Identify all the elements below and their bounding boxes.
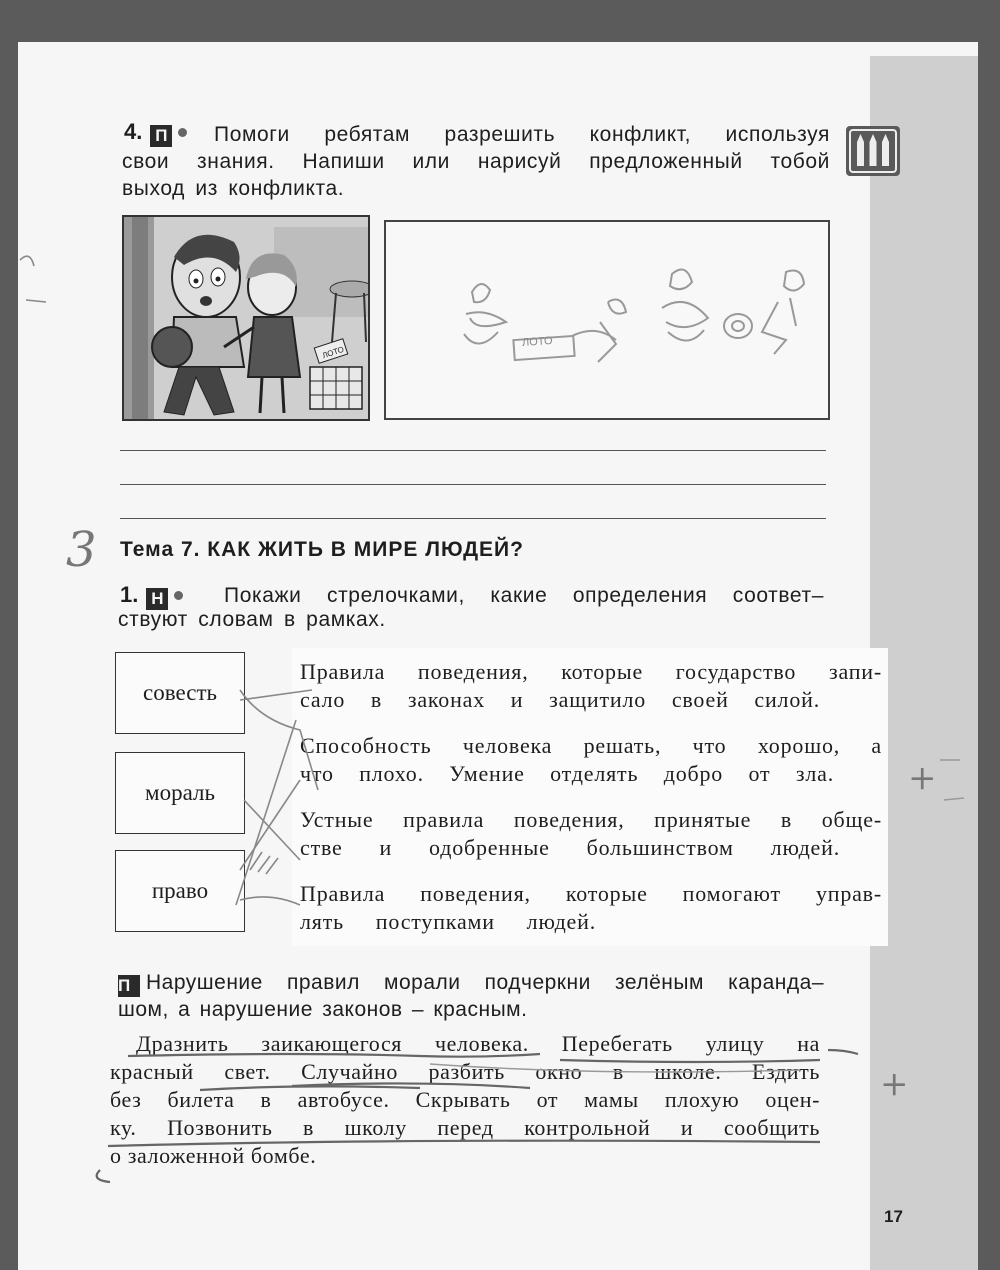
task-2-line-2: шом, а нарушение законов – красным.: [118, 998, 528, 1021]
answer-line[interactable]: [120, 450, 826, 451]
task-1-line-2: ствуют словам в рамках.: [118, 608, 386, 631]
task-4-type-icon: П: [150, 125, 172, 147]
task-2-type-icon: П: [118, 975, 140, 997]
sentence-line: красный свет. Случайно разбить окно в школе. Ездить: [110, 1059, 820, 1084]
margin-check-mark: +: [880, 1064, 909, 1104]
task-2-instruction: [118, 970, 824, 1023]
topic-title: Тема 7. КАК ЖИТЬ В МИРЕ ЛЮДЕЙ?: [120, 538, 524, 561]
task-4-number-text: 4.: [124, 119, 143, 144]
definition-2-line-2: что плохо. Умение отделять добро от зла.: [300, 761, 834, 786]
bullet-icon: [178, 128, 187, 137]
definition-3-line-1: Устные правила поведения, принятые в обще-: [300, 807, 882, 832]
answer-line[interactable]: [120, 484, 826, 485]
sentence-line: ку. Позвонить в школу перед контрольной и сообщить: [110, 1115, 820, 1140]
word-label: мораль: [145, 780, 215, 805]
word-box-morality[interactable]: [115, 752, 245, 834]
task-4-line-1: Помоги ребятам разрешить конфликт, используя: [214, 123, 830, 146]
definition-1-line-1: Правила поведения, которые государство запи-: [300, 659, 882, 684]
word-label: право: [151, 878, 209, 903]
definition-3-line-2: стве и одобренные большинством людей.: [300, 835, 840, 860]
drawing-answer-box[interactable]: [384, 220, 830, 420]
task-1-line-1: Покажи стрелочками, какие определения соответ–: [224, 584, 824, 607]
sentence-line: о заложенной бомбе.: [110, 1143, 317, 1168]
drawing-loto-label: ЛОТО: [521, 334, 553, 350]
definition-4-line-2: лять поступками людей.: [300, 909, 596, 934]
word-label: совесть: [143, 680, 217, 705]
definition-1-line-2: сало в законах и защитило своей силой.: [300, 687, 820, 712]
task-1-type-icon: Н: [146, 588, 168, 610]
pencils-icon: [846, 126, 900, 176]
answer-line[interactable]: [120, 518, 826, 519]
task-2-line-1: Нарушение правил морали подчеркни зелёным каранда–: [146, 971, 824, 994]
sentence-line: без билета в автобусе. Скрывать от мамы плохую оцен-: [110, 1087, 820, 1112]
task-2-line-1-wrap: [118, 970, 824, 997]
pencil-sketch: [386, 222, 828, 418]
task-4-line-2: свои знания. Напиши или нарисуй предложенный тобой: [122, 150, 830, 173]
sentences-paragraph[interactable]: [110, 1030, 820, 1170]
task-4-line-3: выход из конфликта.: [122, 177, 345, 200]
page-number: 17: [884, 1207, 903, 1226]
loto-box-label: ЛОТО: [321, 344, 346, 361]
sentence-line: Дразнить заикающегося человека. Перебегать улицу на: [136, 1031, 820, 1056]
bullet-icon: [174, 591, 183, 600]
word-box-law[interactable]: [115, 850, 245, 932]
conflict-illustration: [122, 215, 370, 421]
definition-4-line-1: Правила поведения, которые помогают управ-: [300, 881, 882, 906]
task-4-number: [124, 119, 195, 147]
definition-2-line-1: Способность человека решать, что хорошо, а: [300, 733, 882, 758]
handwritten-grade: 3: [66, 522, 97, 578]
task-1-number-text: 1.: [120, 582, 139, 607]
margin-check-mark: +: [908, 758, 937, 798]
word-box-conscience[interactable]: [115, 652, 245, 734]
